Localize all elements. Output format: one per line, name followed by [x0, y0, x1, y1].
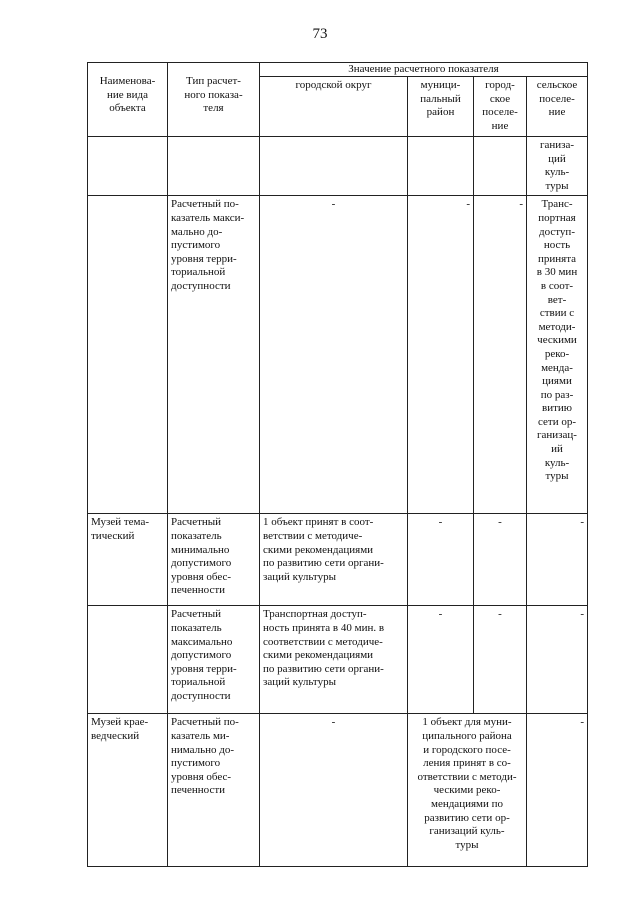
cell-municipal: [408, 137, 474, 196]
cell-type: Расчетный показатель максимально допустимого уровня терри- ториальной доступности: [168, 606, 260, 714]
cell-city: 1 объект принят в соот- ветствии с методиче- скими рекомендациями по развитию сети органи- заций культуры: [260, 514, 408, 606]
cell-city: -: [260, 196, 408, 514]
cell-city: -: [260, 714, 408, 867]
cell-rural: -: [527, 606, 588, 714]
header-indicator-type: Тип расчет- ного показа- теля: [168, 63, 260, 137]
table-row: [88, 514, 588, 606]
cell-urban: -: [474, 196, 527, 514]
cell-type: Расчетный показатель минимально допустимого уровня обес- печенности: [168, 514, 260, 606]
cell-object: [88, 196, 168, 514]
page-number: 73: [312, 26, 328, 42]
cell-object: Музей тема- тический: [88, 514, 168, 606]
cell-rural: -: [527, 514, 588, 606]
cell-municipal: -: [408, 196, 474, 514]
cell-type: Расчетный по- казатель ми- нимально до- пустимого уровня обес- печенности: [168, 714, 260, 867]
header-rural-settlement: сельское поселе- ние: [527, 77, 588, 137]
cell-urban: -: [474, 514, 527, 606]
header-municipal-district: муници- пальный район: [408, 77, 474, 137]
header-object-name: Наименова- ние вида объекта: [88, 63, 168, 137]
cell-object: Музей крае- ведческий: [88, 714, 168, 867]
table-row: [88, 196, 588, 514]
cell-municipal-urban: 1 объект для муни- ципального района и городского посе- ления принят в со- ответствии с методи- ческими реко- мендациями по развитию сети ор- ганизаций куль- туры: [408, 714, 527, 867]
header-value-group: Значение расчетного показателя: [260, 63, 588, 77]
cell-rural: Транс- портная доступ- ность принята в 30 мин в соот- вет- ствии с методи- ческими реко- менда- циями по раз- витию сети ор- ганизац- ий куль- туры: [527, 196, 588, 514]
cell-municipal: -: [408, 514, 474, 606]
cell-type: [168, 137, 260, 196]
cell-object: [88, 137, 168, 196]
cell-object: [88, 606, 168, 714]
header-city-district: городской округ: [260, 77, 408, 137]
table-row: [88, 714, 588, 867]
cell-rural: -: [527, 714, 588, 867]
cell-urban: [474, 137, 527, 196]
table-row: [88, 606, 588, 714]
cell-rural: ганиза- ций куль- туры: [527, 137, 588, 196]
cell-urban: -: [474, 606, 527, 714]
cell-type: Расчетный по- казатель макси- мально до- пустимого уровня терри- ториальной доступности: [168, 196, 260, 514]
header-urban-settlement: город- ское поселе- ние: [474, 77, 527, 137]
table-row: [88, 137, 588, 196]
cell-city: Транспортная доступ- ность принята в 40 мин. в соответствии с методиче- скими рекомендациями по развитию сети органи- заций культуры: [260, 606, 408, 714]
standards-table: [87, 62, 588, 867]
cell-municipal: -: [408, 606, 474, 714]
cell-city: [260, 137, 408, 196]
